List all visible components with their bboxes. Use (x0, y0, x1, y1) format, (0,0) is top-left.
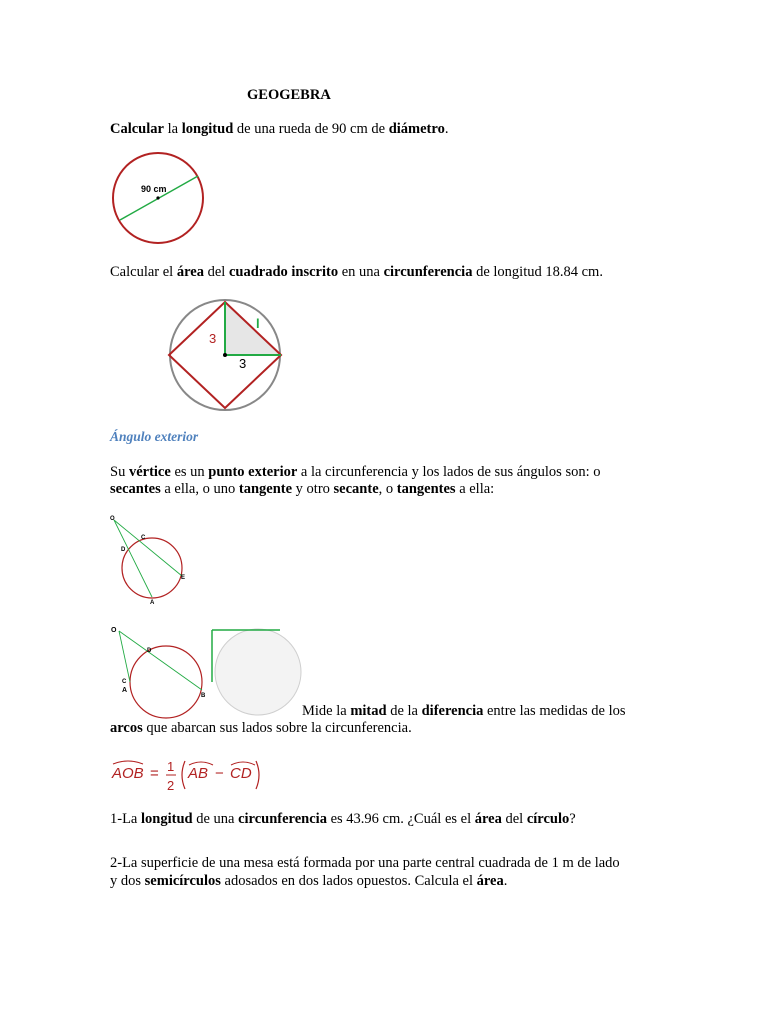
svg-text:−: − (215, 765, 224, 782)
svg-text:l: l (256, 316, 260, 331)
figure-circle-diameter (110, 152, 210, 247)
subheading-exterior-angle: Ángulo exterior (110, 429, 199, 444)
svg-text:D: D (121, 547, 126, 553)
label-90cm: 90 cm (141, 184, 167, 194)
svg-text:D: D (147, 648, 152, 654)
formula-exterior-angle (110, 756, 270, 796)
svg-text:O: O (111, 627, 117, 634)
svg-text:CD: CD (230, 765, 252, 782)
svg-text:B: B (201, 693, 206, 699)
figure-two-secants (108, 512, 188, 607)
svg-text:3: 3 (239, 356, 247, 371)
svg-text:2: 2 (167, 778, 175, 793)
paragraph-inscribed-square: Calcular el área del cuadrado inscrito en una circunferencia de longitud 18.84 cm. (110, 264, 603, 280)
svg-text:AB: AB (188, 765, 209, 782)
question-1: 1-La longitud de una circunferencia es 43.96 cm. ¿Cuál es el área del círculo? (110, 811, 576, 827)
question-2-line2: y dos semicírculos adosados en dos lados opuestos. Calcula el área. (110, 873, 508, 889)
paragraph-vertex-line1: Su vértice es un punto exterior a la circunferencia y los lados de sus ángulos son: o (110, 464, 601, 480)
svg-text:A: A (122, 687, 128, 694)
svg-text:AOB: AOB (112, 765, 144, 782)
question-2-line1: 2-La superficie de una mesa está formada por una parte central cuadrada de 1 m de lado (110, 855, 620, 871)
document-title: GEOGEBRA (247, 87, 331, 103)
figure-inscribed-square (165, 299, 285, 414)
paragraph-measure-line2: arcos que abarcan sus lados sobre la circunferencia. (110, 720, 412, 736)
paragraph-wheel: Calcular la longitud de una rueda de 90 cm de diámetro. (110, 121, 449, 137)
svg-text:E: E (181, 575, 186, 581)
figure-tangent-secant (108, 622, 308, 717)
svg-text:1: 1 (167, 759, 175, 774)
svg-text:A: A (150, 600, 155, 606)
svg-text:O: O (110, 516, 115, 522)
svg-text:=: = (150, 765, 159, 782)
svg-text:C: C (122, 679, 127, 685)
svg-text:C: C (141, 535, 146, 541)
svg-text:3: 3 (209, 331, 217, 346)
paragraph-measure-line1: Mide la mitad de la diferencia entre las medidas de los (302, 703, 626, 719)
paragraph-vertex-line2: secantes a ella, o uno tangente y otro secante, o tangentes a ella: (110, 481, 495, 497)
